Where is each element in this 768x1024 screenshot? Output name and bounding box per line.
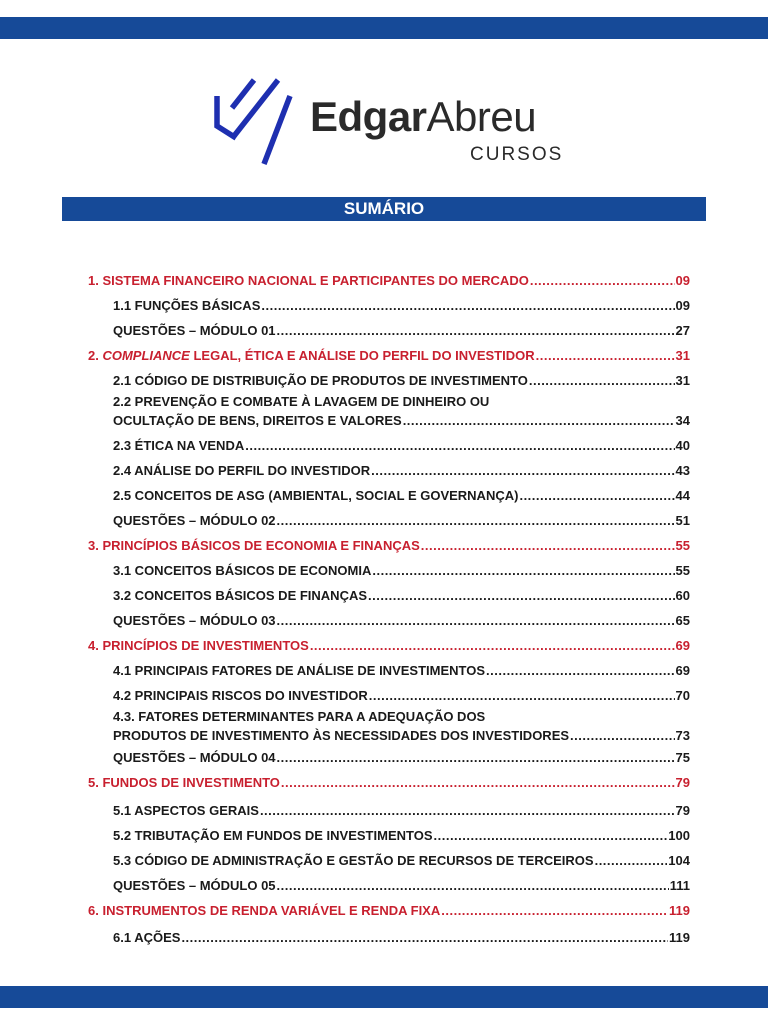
toc-page: 119 xyxy=(669,903,690,918)
toc-page: 111 xyxy=(669,878,690,893)
toc-page: 69 xyxy=(675,663,690,678)
toc-item-4-2[interactable] xyxy=(88,683,690,708)
toc-item-2-2[interactable] xyxy=(88,393,690,433)
toc-title: 2.5 CONCEITOS DE ASG (AMBIENTAL, SOCIAL E GOVERNANÇA) xyxy=(113,488,519,503)
toc-title-emphasis: COMPLIANCE xyxy=(102,348,190,363)
toc-page: 119 xyxy=(669,930,690,945)
toc-title-line1: 2.2 PREVENÇÃO E COMBATE À LAVAGEM DE DINHEIRO OU xyxy=(113,394,490,409)
toc-page: 09 xyxy=(675,273,690,288)
toc-section-3[interactable] xyxy=(88,533,690,558)
toc-title: QUESTÕES – MÓDULO 01 xyxy=(113,323,276,338)
toc-title: 3. PRINCÍPIOS BÁSICOS DE ECONOMIA E FINANÇAS xyxy=(88,538,420,553)
toc-title: 4. PRINCÍPIOS DE INVESTIMENTOS xyxy=(88,638,309,653)
toc-item-5-1[interactable] xyxy=(88,798,690,823)
toc-page: 55 xyxy=(675,538,690,553)
brand-name-regular: Abreu xyxy=(426,93,537,140)
toc-title-rest: LEGAL, ÉTICA E ANÁLISE DO PERFIL DO INVESTIDOR xyxy=(189,348,535,363)
toc-title: 2.4 ANÁLISE DO PERFIL DO INVESTIDOR xyxy=(113,463,371,478)
leader-dots xyxy=(403,411,675,431)
toc-page: 09 xyxy=(675,298,690,313)
toc-page: 51 xyxy=(675,513,690,528)
leader-dots xyxy=(260,798,675,823)
toc-title: QUESTÕES – MÓDULO 04 xyxy=(113,750,276,765)
toc-page: 65 xyxy=(675,613,690,628)
toc-item-questions-2[interactable] xyxy=(88,508,690,533)
toc-title-line2: OCULTAÇÃO DE BENS, DIREITOS E VALORES xyxy=(113,413,402,428)
toc-page: 44 xyxy=(675,488,690,503)
toc-title-line2: PRODUTOS DE INVESTIMENTO ÀS NECESSIDADES DOS INVESTIDORES xyxy=(113,728,570,743)
toc-title xyxy=(88,343,535,368)
leader-dots xyxy=(310,633,675,658)
leader-dots xyxy=(421,533,675,558)
toc-item-1-1[interactable] xyxy=(88,293,690,318)
toc-page: 43 xyxy=(675,463,690,478)
leader-dots xyxy=(372,558,674,583)
toc-title: 5.3 CÓDIGO DE ADMINISTRAÇÃO E GESTÃO DE RECURSOS DE TERCEIROS xyxy=(113,853,594,868)
toc-title: 6.1 AÇÕES xyxy=(113,930,181,945)
toc-item-4-1[interactable] xyxy=(88,658,690,683)
toc-page: 100 xyxy=(668,828,690,843)
toc-title-line2-row xyxy=(113,726,690,748)
page-title: SUMÁRIO xyxy=(62,197,706,221)
leader-dots xyxy=(261,293,674,318)
toc-section-2[interactable] xyxy=(88,343,690,368)
leader-dots xyxy=(277,608,675,633)
toc-title: 3.2 CONCEITOS BÁSICOS DE FINANÇAS xyxy=(113,588,368,603)
leader-dots xyxy=(570,726,674,746)
leader-dots xyxy=(371,458,674,483)
toc-title: QUESTÕES – MÓDULO 02 xyxy=(113,513,276,528)
toc-item-2-3[interactable] xyxy=(88,433,690,458)
toc-page: 73 xyxy=(675,728,690,743)
toc-item-3-2[interactable] xyxy=(88,583,690,608)
toc-title-line1: 4.3. FATORES DETERMINANTES PARA A ADEQUAÇÃO DOS xyxy=(113,709,486,724)
toc-page: 79 xyxy=(675,803,690,818)
toc-page: 69 xyxy=(675,638,690,653)
leader-dots xyxy=(486,658,675,683)
leader-dots xyxy=(369,683,675,708)
toc-section-5[interactable] xyxy=(88,768,690,798)
leader-dots xyxy=(277,748,675,768)
toc-title-line2-row xyxy=(113,411,690,433)
toc-item-3-1[interactable] xyxy=(88,558,690,583)
toc-title: 3.1 CONCEITOS BÁSICOS DE ECONOMIA xyxy=(113,563,372,578)
toc-item-5-3[interactable] xyxy=(88,848,690,873)
toc-page: 27 xyxy=(675,323,690,338)
toc-page: 31 xyxy=(675,373,690,388)
leader-dots xyxy=(277,508,675,533)
toc-title: 1. SISTEMA FINANCEIRO NACIONAL E PARTICIPANTES DO MERCADO xyxy=(88,273,529,288)
toc-item-2-4[interactable] xyxy=(88,458,690,483)
leader-dots xyxy=(245,433,674,458)
toc-item-questions-5[interactable] xyxy=(88,873,690,898)
toc-page: 55 xyxy=(675,563,690,578)
toc-title: 4.1 PRINCIPAIS FATORES DE ANÁLISE DE INVESTIMENTOS xyxy=(113,663,486,678)
toc-section-6[interactable] xyxy=(88,898,690,923)
leader-dots xyxy=(277,873,669,898)
toc-section-4[interactable] xyxy=(88,633,690,658)
toc-page: 104 xyxy=(668,853,690,868)
toc-item-questions-3[interactable] xyxy=(88,608,690,633)
bottom-band xyxy=(0,986,768,1008)
toc-title: 1.1 FUNÇÕES BÁSICAS xyxy=(113,298,261,313)
toc-title: 6. INSTRUMENTOS DE RENDA VARIÁVEL E RENDA FIXA xyxy=(88,903,441,918)
toc-item-questions-4[interactable] xyxy=(88,748,690,768)
toc-page: 34 xyxy=(675,413,690,428)
leader-dots xyxy=(368,583,675,608)
leader-dots xyxy=(181,923,668,953)
top-band xyxy=(0,17,768,39)
toc-title: 5.1 ASPECTOS GERAIS xyxy=(113,803,259,818)
table-of-contents xyxy=(88,268,690,953)
toc-item-2-5[interactable] xyxy=(88,483,690,508)
toc-item-5-2[interactable] xyxy=(88,823,690,848)
toc-title: QUESTÕES – MÓDULO 05 xyxy=(113,878,276,893)
toc-title: 2.3 ÉTICA NA VENDA xyxy=(113,438,245,453)
toc-section-1[interactable] xyxy=(88,268,690,293)
leader-dots xyxy=(434,823,668,848)
toc-page: 75 xyxy=(675,750,690,765)
toc-page: 60 xyxy=(675,588,690,603)
brand-name xyxy=(310,94,536,140)
brand-subtitle: CURSOS xyxy=(470,144,564,165)
toc-page: 40 xyxy=(675,438,690,453)
toc-title-prefix: 2. xyxy=(88,348,103,363)
toc-title: 5. FUNDOS DE INVESTIMENTO xyxy=(88,775,280,790)
toc-item-6-1[interactable] xyxy=(88,923,690,953)
logo-mark-icon xyxy=(214,78,294,166)
brand-name-bold: Edgar xyxy=(310,93,427,140)
leader-dots xyxy=(441,898,668,923)
toc-title: QUESTÕES – MÓDULO 03 xyxy=(113,613,276,628)
toc-page: 70 xyxy=(675,688,690,703)
toc-title: 5.2 TRIBUTAÇÃO EM FUNDOS DE INVESTIMENTOS xyxy=(113,828,433,843)
leader-dots xyxy=(530,268,675,293)
toc-item-4-3[interactable] xyxy=(88,708,690,748)
toc-title: 4.2 PRINCIPAIS RISCOS DO INVESTIDOR xyxy=(113,688,368,703)
leader-dots xyxy=(281,768,675,798)
toc-item-questions-1[interactable] xyxy=(88,318,690,343)
leader-dots xyxy=(519,483,674,508)
logo xyxy=(214,78,574,168)
leader-dots xyxy=(595,848,668,873)
toc-page: 31 xyxy=(675,348,690,363)
leader-dots xyxy=(277,318,675,343)
leader-dots xyxy=(529,368,675,393)
leader-dots xyxy=(536,343,675,368)
toc-title: 2.1 CÓDIGO DE DISTRIBUIÇÃO DE PRODUTOS DE INVESTIMENTO xyxy=(113,373,528,388)
toc-page: 79 xyxy=(675,775,690,790)
toc-item-2-1[interactable] xyxy=(88,368,690,393)
